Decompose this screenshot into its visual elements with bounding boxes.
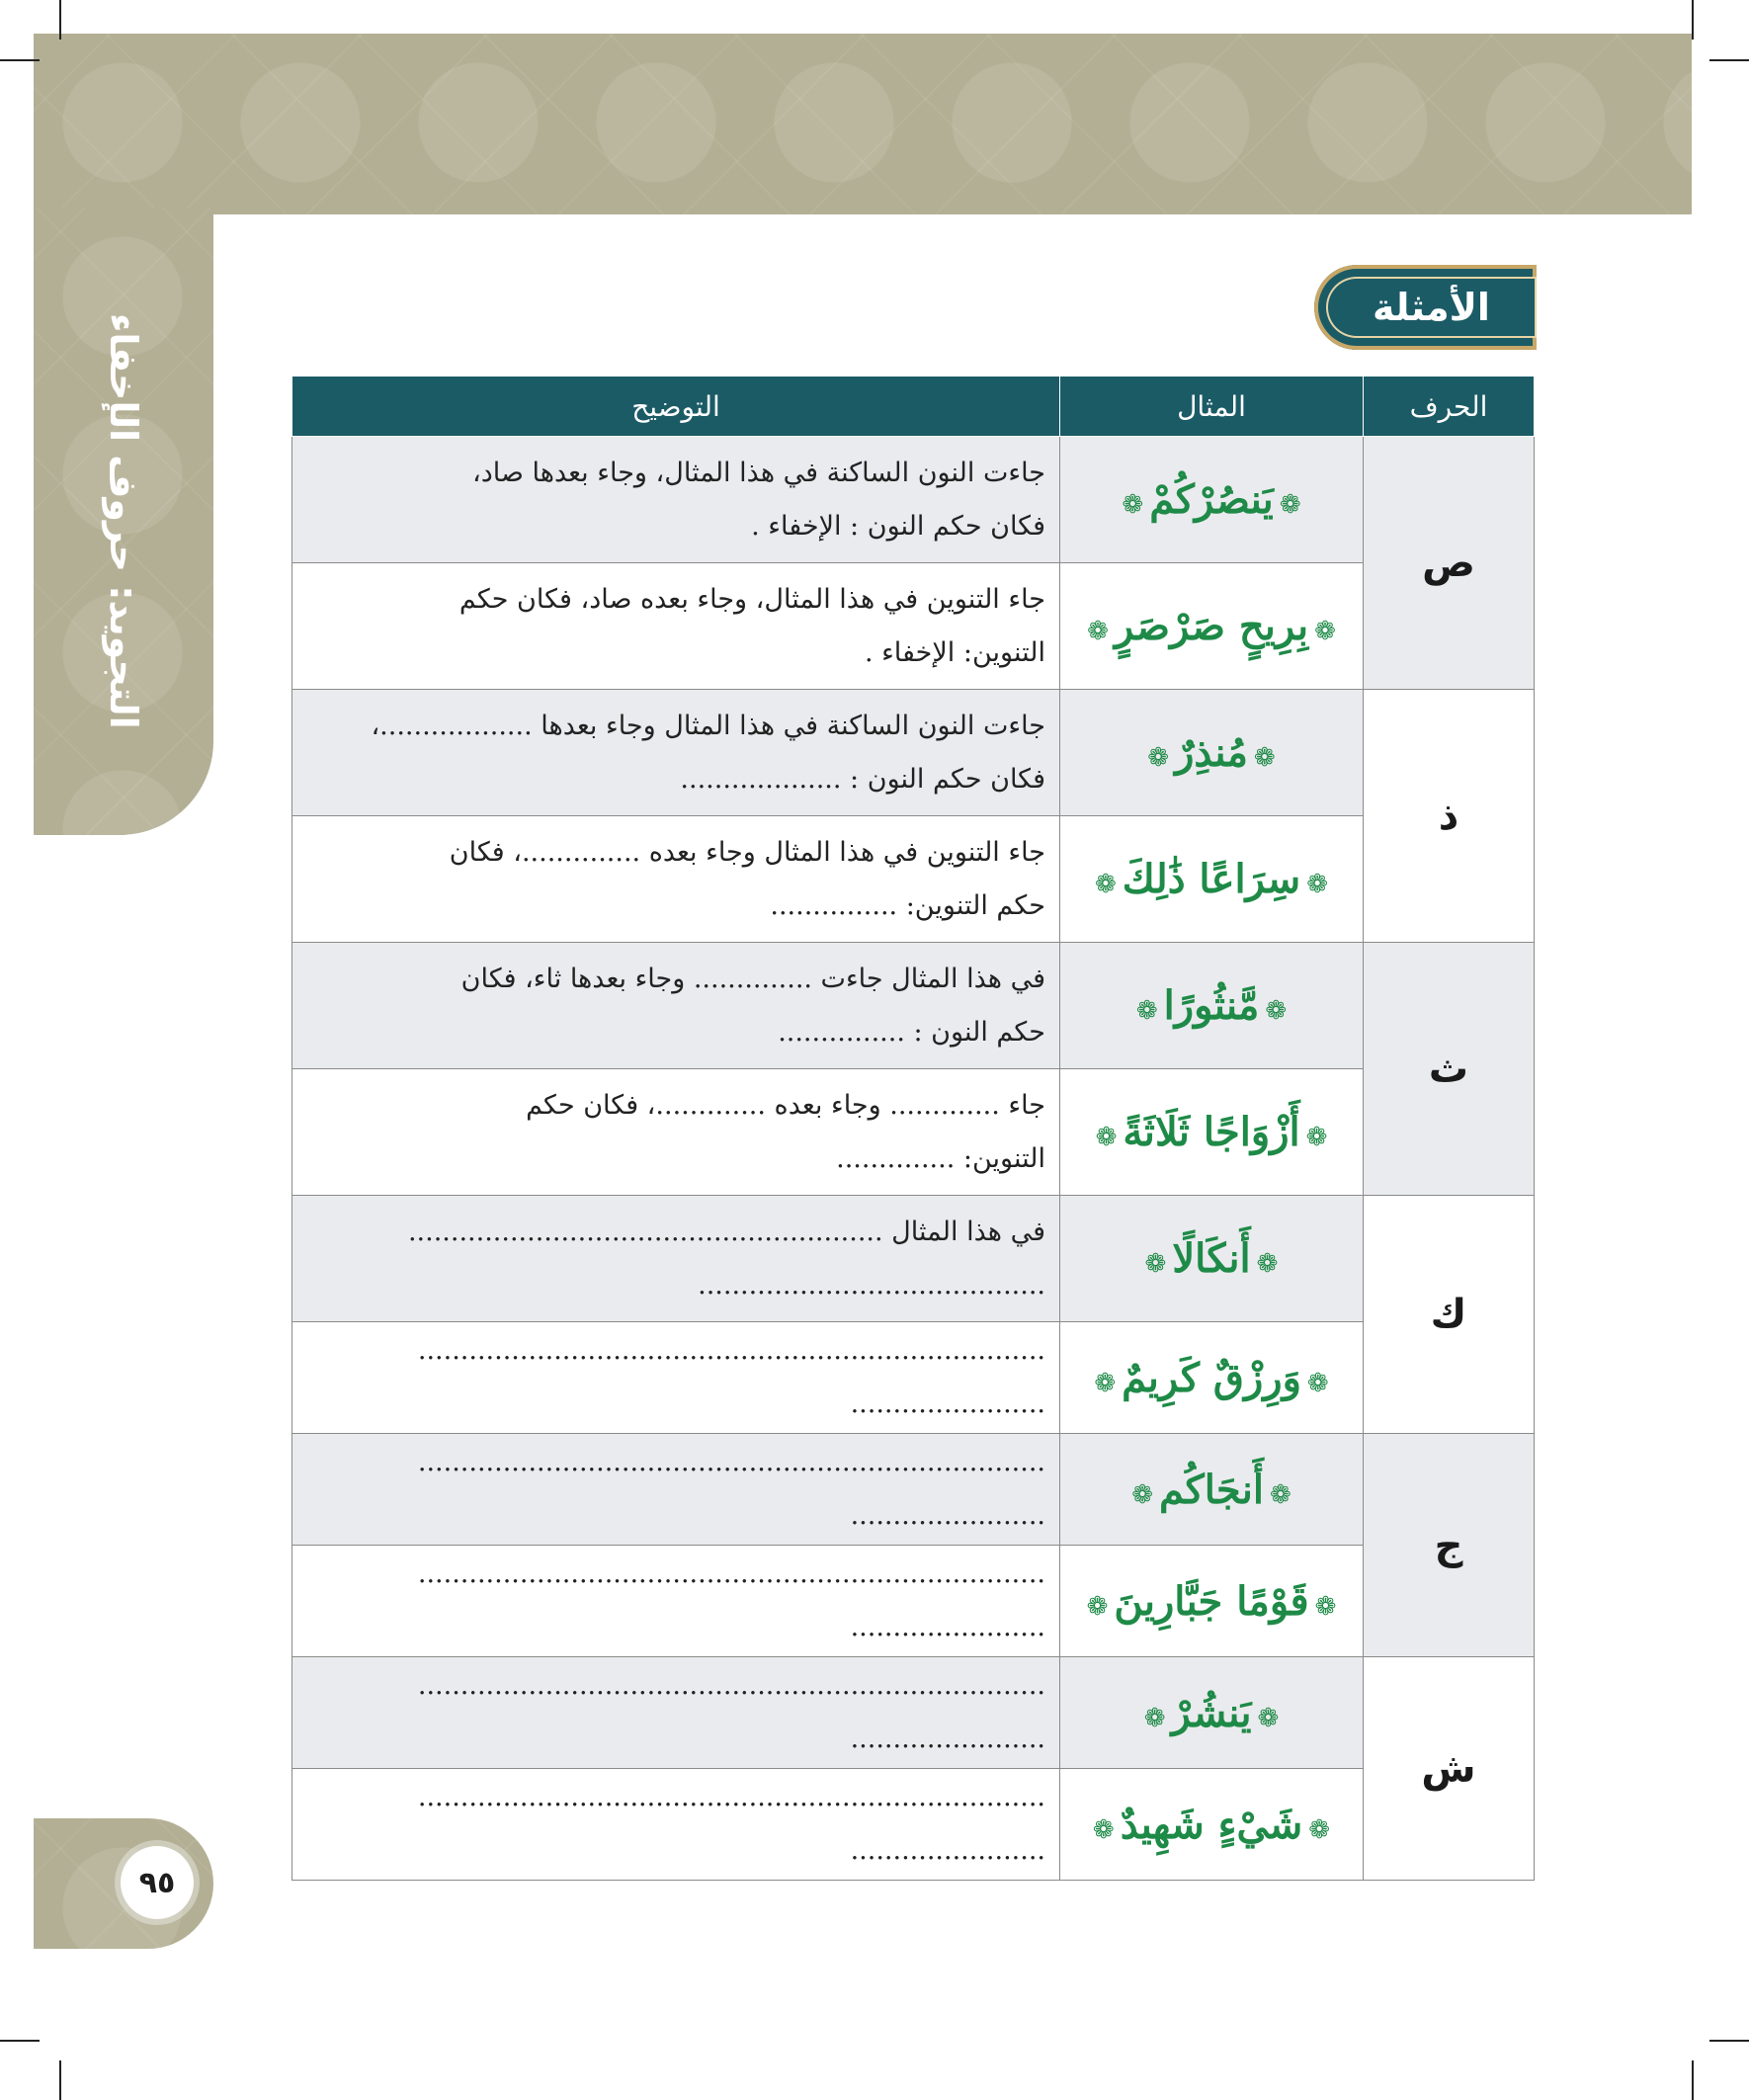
crop-mark [1692,2060,1694,2100]
letter-cell: ك [1364,1196,1535,1434]
explanation-cell [292,1769,1060,1881]
explanation-cell [292,816,1060,943]
explanation-cell [292,690,1060,816]
page-number-badge [121,1846,194,1919]
example-cell [1060,816,1364,943]
chapter-title-text: التجويد: حروف الإخفاء [102,313,145,729]
ornament-icon: ❁ [1131,1479,1154,1510]
example-cell [1060,1657,1364,1769]
explanation-cell [292,563,1060,690]
example-cell [1060,1769,1364,1881]
explanation-line: ....................... [850,1388,1045,1419]
letter-cell: ث [1364,943,1535,1196]
heading-inner [1326,277,1537,338]
crop-mark [59,0,61,40]
example-text: وَرِزْقٌ كَرِيمٌ [1122,1354,1301,1401]
example-text: أَنكَالًا [1172,1235,1251,1282]
table-row [292,1069,1535,1196]
example-text: سِرَاعًا ذَٰلِكَ [1122,856,1301,902]
explanation-line: التنوين: الإخفاء . [864,636,1045,668]
table-row [292,1546,1535,1657]
explanation-cell [292,1196,1060,1322]
page-number: ٩٥ [138,1865,176,1900]
explanation-line: في هذا المثال جاءت .............. وجاء بعدها ثاء، فكان [460,963,1045,994]
ornament-icon: ❁ [1086,1591,1109,1622]
ornament-icon: ❁ [1087,617,1109,646]
ornament-icon: ❁ [1092,1814,1115,1845]
explanation-cell [292,1657,1060,1769]
explanation-line: .......................................................................... [417,1782,1045,1812]
crop-mark [1709,59,1749,61]
explanation-line: جاءت النون الساكنة في هذا المثال وجاء بعدها ..................، [371,710,1045,741]
letter-cell: ج [1364,1434,1535,1657]
example-cell [1060,690,1364,816]
table-row [292,1769,1535,1881]
explanation-line: حكم التنوين: ............... [770,889,1045,921]
ornament-icon: ❁ [1135,996,1158,1026]
explanation-line: .......................................................................... [417,1447,1045,1477]
explanation-cell [292,437,1060,563]
explanation-line: ....................... [850,1612,1045,1642]
chapter-title [34,208,213,835]
explanation-line: فكان حكم النون : ................... [680,763,1045,795]
example-cell [1060,1434,1364,1546]
ornament-icon: ❁ [1094,1368,1117,1398]
letter-cell: ص [1364,437,1535,690]
ornament-icon: ❁ [1253,743,1276,773]
ornament-icon: ❁ [1265,996,1288,1026]
ornament-icon: ❁ [1122,490,1144,520]
explanation-cell [292,1546,1060,1657]
table-row [292,437,1535,563]
ornament-icon: ❁ [1306,870,1328,899]
explanation-line: في هذا المثال ........................................................ [407,1216,1045,1247]
explanation-line: ....................... [850,1723,1045,1754]
example-cell [1060,437,1364,563]
ornament-icon: ❁ [1308,1814,1331,1845]
table-row [292,1434,1535,1546]
ornament-icon: ❁ [1314,1591,1337,1622]
example-text: أَنجَاكُم [1159,1466,1264,1513]
explanation-line: جاء التنوين في هذا المثال، وجاء بعده صاد، فكان حكم [458,583,1045,615]
ornament-icon: ❁ [1279,490,1301,520]
explanation-line: .......................................................................... [417,1670,1045,1701]
table-header-row [292,377,1535,437]
explanation-line: .......................................................................... [417,1335,1045,1366]
crop-mark [0,59,40,61]
example-cell [1060,943,1364,1069]
header-letter: الحرف [1364,377,1535,437]
explanation-line: جاء ............. وجاء بعده .............، فكان حكم [526,1089,1045,1121]
example-text: قَوْمًا جَبَّارِينَ [1114,1577,1309,1625]
example-text: يَنصُرْكُمْ [1149,476,1274,523]
example-cell [1060,1069,1364,1196]
explanation-line: جاءت النون الساكنة في هذا المثال، وجاء بعدها صاد، [472,457,1045,488]
table-row [292,690,1535,816]
table-row [292,563,1535,690]
crop-mark [0,2040,40,2042]
example-text: بِرِيحٍ صَرْصَرٍ [1114,603,1309,649]
ornament-icon: ❁ [1095,1123,1118,1152]
header-explanation: التوضيح [292,377,1060,437]
example-cell [1060,1546,1364,1657]
explanation-line: ......................................... [698,1269,1045,1301]
explanation-line: .......................................................................... [417,1558,1045,1589]
section-heading [1314,265,1537,350]
crop-mark [1692,0,1694,40]
example-cell [1060,563,1364,690]
explanation-cell [292,943,1060,1069]
explanation-line: جاء التنوين في هذا المثال وجاء بعده ..............، فكان [449,836,1045,868]
table-row [292,816,1535,943]
chapter-sidebar [34,208,213,835]
ornament-icon: ❁ [1305,1123,1328,1152]
example-cell [1060,1322,1364,1434]
examples-table [292,376,1535,1881]
explanation-cell [292,1434,1060,1546]
explanation-line: فكان حكم النون : الإخفاء . [751,510,1045,542]
letter-cell: ش [1364,1657,1535,1881]
table-row [292,943,1535,1069]
ornament-icon: ❁ [1314,617,1336,646]
crop-mark [59,2060,61,2100]
explanation-line: التنوين: .............. [836,1142,1045,1174]
letter-cell: ذ [1364,690,1535,943]
ornament-icon: ❁ [1147,743,1170,773]
header-band [34,34,1692,214]
explanation-cell [292,1069,1060,1196]
explanation-line: ....................... [850,1835,1045,1866]
explanation-cell [292,1322,1060,1434]
example-cell [1060,1196,1364,1322]
example-text: مَّنثُورًا [1163,982,1260,1029]
explanation-line: حكم النون : ............... [778,1016,1045,1048]
ornament-icon: ❁ [1257,1703,1280,1733]
table-row [292,1196,1535,1322]
example-text: شَيْءٍ شَهِيدٌ [1120,1801,1303,1848]
section-heading-text: الأمثلة [1373,286,1490,329]
ornament-icon: ❁ [1144,1249,1167,1279]
ornament-icon: ❁ [1256,1249,1279,1279]
ornament-icon: ❁ [1143,1703,1166,1733]
example-text: مُنذِرٌ [1175,729,1248,776]
explanation-line: ....................... [850,1500,1045,1531]
header-example: المثال [1060,377,1364,437]
example-text: أَزْوَاجًا ثَلَاثَةً [1123,1109,1300,1155]
example-text: يَنشُرْ [1171,1689,1252,1736]
ornament-icon: ❁ [1306,1368,1329,1398]
ornament-icon: ❁ [1095,870,1117,899]
table-row [292,1657,1535,1769]
table-row [292,1322,1535,1434]
crop-mark [1709,2040,1749,2042]
ornament-icon: ❁ [1269,1479,1291,1510]
